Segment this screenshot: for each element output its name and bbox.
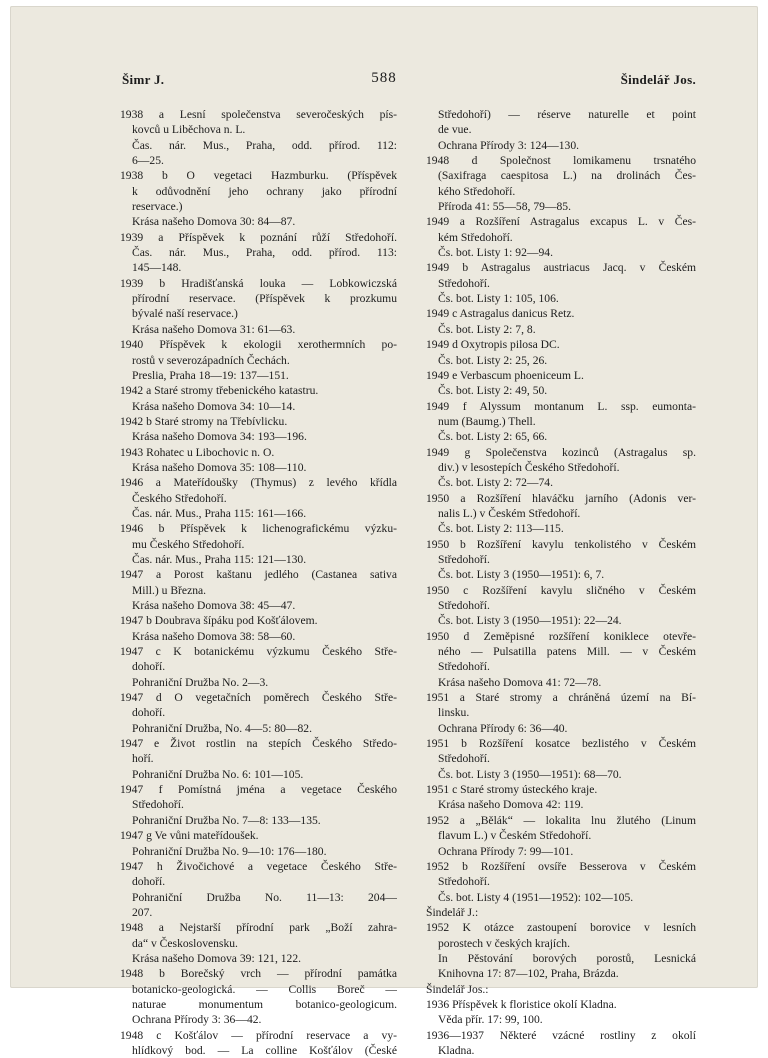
bibliography-line: 1952 a „Bělák“ — lokalita lnu žlutého (Linum	[426, 813, 696, 827]
bibliography-line: Krása našeho Domova 34: 193—196.	[132, 430, 307, 444]
right-column	[426, 107, 696, 1058]
bibliography-line: 1948 a Nejstarší přírodní park „Boží zahra-	[120, 921, 397, 935]
bibliography-line: kovců u Liběchova n. L.	[132, 123, 246, 137]
bibliography-line: dohoří.	[132, 875, 166, 889]
bibliography-line: 1950 c Rozšíření kavylu sličného v Českém	[426, 583, 696, 597]
bibliography-line: Středohoří.	[132, 798, 184, 812]
bibliography-line: 1949 a Rozšíření Astragalus excapus L. v Čes-	[426, 215, 696, 229]
bibliography-line: Středohoří.	[438, 752, 490, 766]
bibliography-line: porostech v českých krajích.	[438, 936, 570, 950]
bibliography-line: 1936—1937 Některé vzácné rostliny z okolí	[426, 1028, 696, 1042]
bibliography-line: hlídkový bod. — La colline Košťálov (České	[132, 1043, 397, 1057]
bibliography-line: Čs. bot. Listy 1: 105, 106.	[438, 292, 559, 306]
bibliography-line: reservace.)	[132, 200, 183, 214]
bibliography-line: Čs. bot. Listy 3 (1950—1951): 68—70.	[438, 767, 622, 781]
bibliography-line: kém Středohoří.	[438, 230, 513, 244]
bibliography-line: Čs. bot. Listy 4 (1951—1952): 102—105.	[438, 890, 634, 904]
bibliography-line: dohoří.	[132, 706, 166, 720]
bibliography-line: 1950 a Rozšíření hlaváčku jarního (Adonis ver-	[426, 491, 696, 505]
bibliography-line: Českého Středohoří.	[132, 491, 227, 505]
bibliography-line: 1949 f Alyssum montanum L. ssp. eumonta-	[426, 399, 696, 413]
bibliography-line: In Pěstování borových porostů, Lesnická	[438, 951, 696, 965]
bibliography-line: Čs. bot. Listy 3 (1950—1951): 6, 7.	[438, 568, 605, 582]
bibliography-line: 1949 g Společenstva kozinců (Astragalus sp.	[426, 445, 696, 459]
bibliography-line: Knihovna 17: 87—102, Praha, Brázda.	[438, 967, 619, 981]
bibliography-line: Středohoří.	[438, 660, 490, 674]
bibliography-line: 1948 c Košťálov — přírodní reservace a vy-	[120, 1028, 397, 1042]
bibliography-line: Čs. bot. Listy 2: 25, 26.	[438, 353, 548, 367]
bibliography-line: Krása našeho Domova 42: 119.	[438, 798, 584, 812]
bibliography-line: 1952 K otázce zastoupení borovice v lesních	[426, 921, 696, 935]
bibliography-line: Ochrana Přírody 3: 36—42.	[132, 1013, 262, 1027]
bibliography-line: Středohoří.	[438, 552, 490, 566]
bibliography-line: Pohraniční Družba No. 7—8: 133—135.	[132, 813, 321, 827]
bibliography-line: Krása našeho Domova 38: 58—60.	[132, 629, 296, 643]
left-column	[120, 107, 397, 1058]
bibliography-line: Čas. nár. Mus., Praha, odd. přírod. 113:	[132, 246, 397, 260]
bibliography-line: Pohraniční Družba No. 11—13: 204—	[132, 890, 397, 904]
bibliography-line: Čas. nár. Mus., Praha, odd. přírod. 112:	[132, 138, 397, 152]
bibliography-line: 1939 b Hradišťanská louka — Lobkowiczská	[120, 276, 397, 290]
bibliography-line: mu Českého Středohoří.	[132, 537, 245, 551]
bibliography-line: Čs. bot. Listy 2: 72—74.	[438, 476, 553, 490]
bibliography-line: 1947 b Doubrava šípáku pod Košťálovem.	[120, 614, 318, 628]
bibliography-line: Krása našeho Domova 31: 61—63.	[132, 322, 296, 336]
bibliography-line: přírodní reservace. (Příspěvek k prozkumu	[132, 292, 397, 306]
bibliography-line: Čs. bot. Listy 2: 49, 50.	[438, 384, 548, 398]
bibliography-line: hoří.	[132, 752, 154, 766]
bibliography-line: flavum L.) v Českém Středohoří.	[438, 829, 592, 843]
bibliography-line: Ochrana Přírody 3: 124—130.	[438, 138, 580, 152]
bibliography-line: 1938 b O vegetaci Hazmburku. (Příspěvek	[120, 169, 397, 183]
bibliography-line: 1951 b Rozšíření kosatce bezlistého v Českém	[426, 737, 696, 751]
page-header	[10, 72, 758, 92]
bibliography-line: 1948 b Borečský vrch — přírodní památka	[120, 967, 397, 981]
bibliography-line: botanicko-geologická. — Collis Boreč —	[132, 982, 397, 996]
bibliography-line: da“ v Československu.	[132, 936, 238, 950]
bibliography-line: 1949 c Astragalus danicus Retz.	[426, 307, 575, 321]
bibliography-line: Mill.) u Března.	[132, 583, 207, 597]
bibliography-line: 1946 a Mateřídoušky (Thymus) z levého křídla	[120, 476, 397, 490]
bibliography-line: 1951 a Staré stromy a chráněná území na Bí-	[426, 691, 696, 705]
bibliography-line: 1947 e Život rostlin na stepích Českého Středo-	[120, 737, 397, 751]
bibliography-line: 1947 g Ve vůni mateřídoušek.	[120, 829, 259, 843]
bibliography-line: 1947 a Porost kaštanu jedlého (Castanea sativa	[120, 568, 397, 582]
bibliography-line: 1950 b Rozšíření kavylu tenkolistého v Českém	[426, 537, 696, 551]
bibliography-line: 145—148.	[132, 261, 182, 275]
bibliography-line: 1949 e Verbascum phoeniceum L.	[426, 368, 584, 382]
bibliography-line: 1947 f Pomístná jména a vegetace Českého	[120, 783, 397, 797]
bibliography-line: Čas. nár. Mus., Praha 115: 121—130.	[132, 552, 307, 566]
bibliography-line: Středohoří) — réserve naturelle et point	[438, 108, 696, 121]
bibliography-line: div.) v lesostepích Českého Středohoří.	[438, 460, 620, 474]
bibliography-line: Věda přír. 17: 99, 100.	[438, 1013, 543, 1027]
bibliography-line: Krása našeho Domova 41: 72—78.	[438, 675, 602, 689]
bibliography-line: 1938 a Lesní společenstva severočeských pís-	[120, 108, 397, 121]
bibliography-line: 1942 a Staré stromy třebenického katastru.	[120, 384, 319, 398]
bibliography-line: Čs. bot. Listy 2: 7, 8.	[438, 322, 536, 336]
bibliography-line: 1940 Příspěvek k ekologii xerothermních po-	[120, 338, 397, 352]
bibliography-line: rostů v severozápadních Čechách.	[132, 353, 290, 367]
bibliography-line: Příroda 41: 55—58, 79—85.	[438, 200, 571, 214]
bibliography-line: 1947 d O vegetačních poměrech Českého Stře-	[120, 691, 397, 705]
bibliography-line: Ochrana Přírody 7: 99—101.	[438, 844, 574, 858]
book-page	[10, 6, 758, 1057]
bibliography-line: Ochrana Přírody 6: 36—40.	[438, 721, 568, 735]
bibliography-line: Krása našeho Domova 34: 10—14.	[132, 399, 296, 413]
bibliography-line: Pohraniční Družba, No. 4—5: 80—82.	[132, 721, 312, 735]
bibliography-line: linsku.	[438, 706, 470, 720]
bibliography-line: (Saxifraga caespitosa L.) na drolinách Čes-	[438, 169, 696, 183]
bibliography-line: kého Středohoří.	[438, 184, 516, 198]
bibliography-line: 1948 d Společnost lomikamenu trsnatého	[426, 154, 696, 168]
bibliography-line: naturae monumentum botanico-geologicum.	[132, 997, 397, 1011]
bibliography-line: 1949 d Oxytropis pilosa DC.	[426, 338, 560, 352]
bibliography-line: 207.	[132, 905, 153, 919]
bibliography-line: Středohoří.	[438, 276, 490, 290]
bibliography-line: de vue.	[438, 123, 472, 137]
bibliography-line: 1947 h Živočichové a vegetace Českého Stře-	[120, 859, 397, 873]
header-left-author: Šimr J.	[122, 72, 165, 87]
bibliography-line: nalis L.) v Českém Středohoří.	[438, 506, 581, 520]
page-number: 588	[371, 70, 397, 86]
bibliography-line: Pohraniční Družba No. 6: 101—105.	[132, 767, 304, 781]
bibliography-line: 1939 a Příspěvek k poznání růží Středohoří.	[120, 230, 397, 244]
bibliography-line: 1942 b Staré stromy na Třebívlicku.	[120, 414, 288, 428]
bibliography-line: 1952 b Rozšíření ovsíře Besserova v Českém	[426, 859, 696, 873]
bibliography-line: Pohraniční Družba No. 9—10: 176—180.	[132, 844, 327, 858]
bibliography-line: Čs. bot. Listy 2: 65, 66.	[438, 430, 548, 444]
bibliography-line: Krása našeho Domova 38: 45—47.	[132, 599, 296, 612]
bibliography-line: Krása našeho Domova 39: 121, 122.	[132, 951, 302, 965]
bibliography-line: 1950 d Zeměpisné rozšíření koniklece otevře-	[426, 629, 696, 643]
bibliography-line: 1943 Rohatec u Libochovic n. O.	[120, 445, 275, 459]
bibliography-line: 1946 b Příspěvek k lichenografickému výzku-	[120, 522, 397, 536]
bibliography-line: Krása našeho Domova 35: 108—110.	[132, 460, 307, 474]
bibliography-line: Čs. bot. Listy 3 (1950—1951): 22—24.	[438, 614, 622, 628]
bibliography-line: 1936 Příspěvek k floristice okolí Kladna.	[426, 997, 617, 1011]
bibliography-line: dohoří.	[132, 660, 166, 674]
bibliography-line: bývalé naší reservace.)	[132, 307, 238, 321]
bibliography-line: Pohraniční Družba No. 2—3.	[132, 675, 269, 689]
bibliography-line: 1947 c K botanickému výzkumu Českého Stře-	[120, 645, 397, 659]
bibliography-line: Preslia, Praha 18—19: 137—151.	[132, 368, 289, 382]
bibliography-line: Čs. bot. Listy 1: 92—94.	[438, 246, 553, 260]
bibliography-line: 6—25.	[132, 154, 164, 168]
bibliography-line: num (Baumg.) Thell.	[438, 414, 536, 428]
bibliography-line: Šindelář Jos.:	[426, 982, 489, 996]
bibliography-line: Čs. bot. Listy 2: 113—115.	[438, 522, 564, 536]
bibliography-line: Čas. nár. Mus., Praha 115: 161—166.	[132, 506, 307, 520]
bibliography-line: Krása našeho Domova 30: 84—87.	[132, 215, 296, 229]
bibliography-line: 1949 b Astragalus austriacus Jacq. v Českém	[426, 261, 696, 275]
bibliography-line: Středohoří.	[438, 875, 490, 889]
bibliography-line: Kladna.	[438, 1043, 475, 1057]
bibliography-line: Šindelář J.:	[426, 905, 479, 919]
bibliography-line: Středohoří.	[438, 599, 490, 612]
bibliography-line: 1951 c Staré stromy ústeckého kraje.	[426, 783, 598, 797]
bibliography-line: ného — Pulsatilla patens Mill. — v Českém	[438, 645, 696, 659]
bibliography-line: k odůvodnění jeho ochrany jako přírodní	[132, 184, 397, 198]
header-right-author: Šindelář Jos.	[620, 72, 696, 87]
